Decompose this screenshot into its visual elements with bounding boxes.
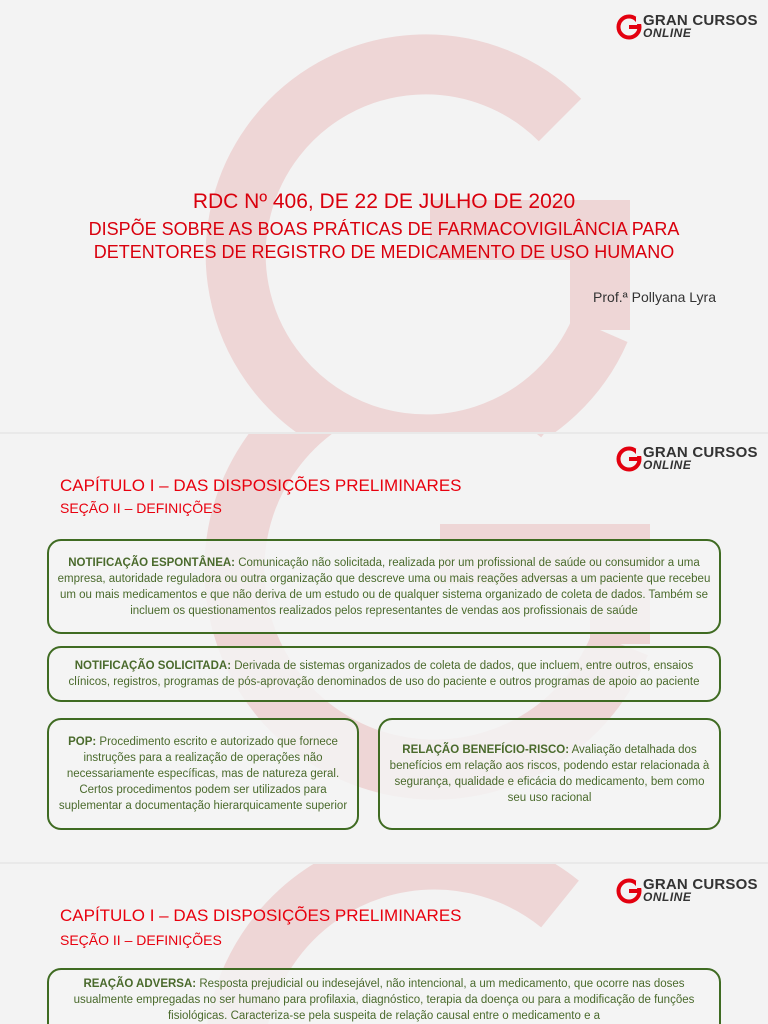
definition-term: NOTIFICAÇÃO SOLICITADA: — [74, 660, 232, 672]
definition-text: Resposta prejudicial ou indesejável, não intencional, a um medicamento, que ocorre nas doses usualmente empregadas no ser humano para profilaxia, diagnóstico, terapia da doença ou para a modificação de funções fisiológicas. Caracteriza-se pela suspeita de relação causal entre o medicamento e a — [73, 978, 695, 1022]
brand-name: GRAN CURSOS — [643, 876, 758, 893]
brand-logo — [616, 12, 756, 42]
slide-definitions — [0, 434, 768, 862]
document-title: RDC Nº 406, DE 22 DE JULHO DE 2020 — [192, 190, 576, 213]
definition-box — [378, 718, 721, 830]
definition-box — [47, 968, 721, 1024]
g-logo-icon — [616, 446, 642, 472]
definition-text: Procedimento escrito e autorizado que fornece instruções para a realização de operações não necessariamente específicas, mas de natureza geral. Certos procedimentos podem ser utilizados para suplementar a documentação hierarquicamente superior — [58, 736, 348, 812]
document-subtitle: DISPÕE SOBRE AS BOAS PRÁTICAS DE FARMACOVIGILÂNCIA PARA DETENTORES DE REGISTRO DE MEDICAMENTO DE USO HUMANO — [88, 219, 680, 262]
g-logo-icon — [616, 878, 642, 904]
brand-tagline: ONLINE — [643, 26, 692, 40]
slide-definitions-continued — [0, 864, 768, 1024]
brand-logo — [616, 444, 756, 474]
definition-term: REAÇÃO ADVERSA: — [83, 978, 197, 990]
watermark-g-logo — [0, 0, 768, 432]
chapter-heading: CAPÍTULO I – DAS DISPOSIÇÕES PRELIMINARES — [60, 476, 462, 495]
definition-text: Avaliação detalhada dos benefícios em relação aos riscos, podendo estar relacionada à segurança, qualidade e eficácia do medicamento, bem como seu uso racional — [389, 744, 710, 804]
brand-tagline: ONLINE — [643, 890, 692, 904]
section-heading: SEÇÃO II – DEFINIÇÕES — [60, 500, 222, 516]
slide-title — [0, 0, 768, 432]
g-logo-icon — [616, 14, 642, 40]
definition-term: RELAÇÃO BENEFÍCIO-RISCO: — [402, 744, 570, 756]
section-heading: SEÇÃO II – DEFINIÇÕES — [60, 932, 222, 948]
brand-name: GRAN CURSOS — [643, 444, 758, 461]
chapter-heading: CAPÍTULO I – DAS DISPOSIÇÕES PRELIMINARES — [60, 906, 462, 925]
definition-term: POP: — [68, 736, 97, 748]
definition-text: Derivada de sistemas organizados de coleta de dados, que incluem, entre outros, ensaios clínicos, registros, programas de pós-aprovação denominados de uso do paciente e outros programas de apoio ao paciente — [68, 660, 700, 688]
definition-box — [47, 539, 721, 634]
brand-name: GRAN CURSOS — [643, 12, 758, 29]
author: Prof.ª Pollyana Lyra — [593, 289, 716, 305]
brand-logo — [616, 876, 756, 906]
definition-text: Comunicação não solicitada, realizada por um profissional de saúde ou consumidor a uma empresa, autoridade reguladora ou outra organização que descreve uma ou mais reações adversas a um paciente que recebeu um ou mais medicamentos e que não deriva de um estudo ou de qualquer sistema organizado de coleta de dados. Também se incluem os questionamentos realizados pelos representantes de vendas aos profissionais de saúde — [57, 556, 711, 617]
brand-tagline: ONLINE — [643, 458, 692, 472]
definition-box — [47, 718, 359, 830]
definition-term: NOTIFICAÇÃO ESPONTÂNEA: — [68, 556, 235, 569]
definition-box — [47, 646, 721, 702]
